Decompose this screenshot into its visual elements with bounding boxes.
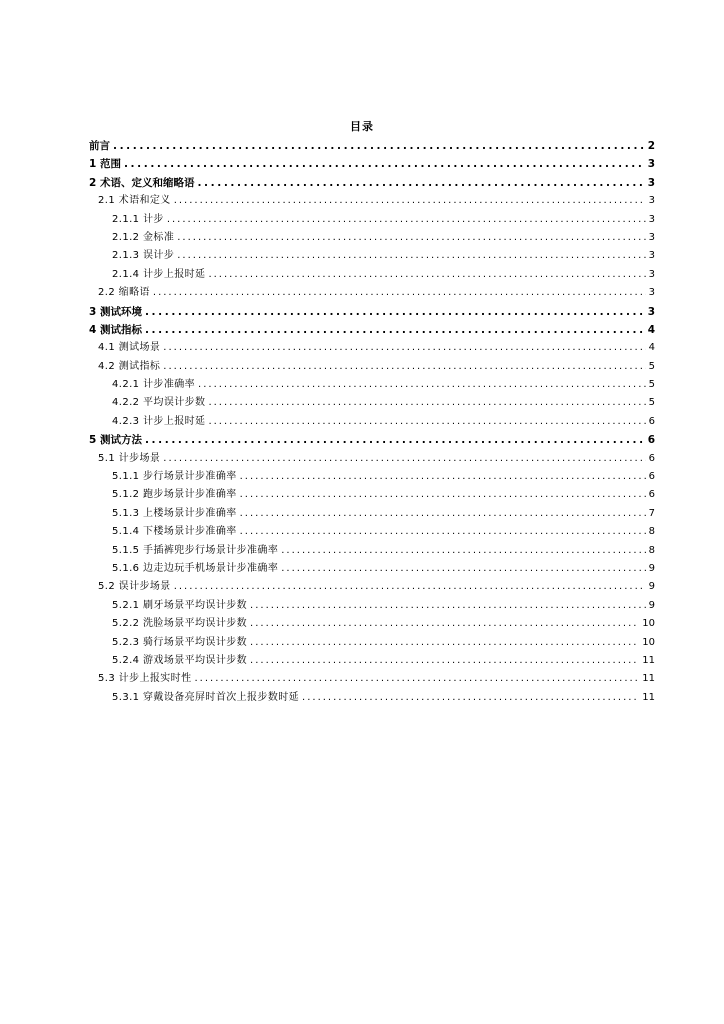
dot-leader [124, 155, 645, 173]
dot-leader [302, 689, 639, 707]
dot-leader [177, 229, 645, 247]
dot-leader [177, 247, 645, 265]
toc-entry-label: 4.2 测试指标 [98, 360, 161, 372]
toc-entry-label: 5 测试方法 [89, 434, 142, 447]
toc-entry[interactable] [89, 505, 655, 523]
toc-entry-page-number: 5 [648, 397, 655, 409]
dot-leader [163, 339, 645, 357]
toc-entry-label: 2 术语、定义和缩略语 [89, 176, 195, 189]
dot-leader [145, 303, 645, 321]
dot-leader [208, 413, 645, 431]
toc-entry-label: 5.3 计步上报实时性 [98, 673, 192, 685]
toc-entry[interactable] [89, 229, 655, 247]
toc-entry-label: 4.2.2 平均误计步数 [112, 397, 206, 409]
toc-entry[interactable] [89, 486, 655, 504]
toc-entry-label: 4.2.1 计步准确率 [112, 379, 196, 391]
toc-entry[interactable] [89, 597, 655, 615]
toc-entry-page-number: 10 [642, 618, 655, 630]
dot-leader [163, 358, 645, 376]
toc-entry-label: 5.2.2 洗脸场景平均误计步数 [112, 618, 248, 630]
dot-leader [145, 321, 645, 339]
toc-entry-page-number: 8 [648, 544, 655, 556]
toc-entry-page-number: 9 [648, 581, 655, 593]
toc-entry-label: 5.1.2 跑步场景计步准确率 [112, 489, 237, 501]
toc-entry[interactable] [89, 560, 655, 578]
toc-entry[interactable] [89, 578, 655, 596]
toc-entry-page-number: 5 [648, 360, 655, 372]
dot-leader [250, 652, 639, 670]
toc-entry[interactable] [89, 137, 655, 155]
toc-entry-page-number: 11 [642, 691, 655, 703]
toc-entry-label: 1 范围 [89, 158, 121, 171]
toc-entry-label: 2.1.4 计步上报时延 [112, 268, 206, 280]
toc-entry-page-number: 6 [648, 471, 655, 483]
toc-entry-label: 5.1 计步场景 [98, 452, 161, 464]
dot-leader [163, 450, 645, 468]
toc-entry-page-number: 10 [642, 636, 655, 648]
toc-entry[interactable] [89, 174, 655, 192]
toc-entry-label: 2.1.1 计步 [112, 213, 164, 225]
table-of-contents [89, 137, 655, 707]
toc-entry-label: 5.2 误计步场景 [98, 581, 171, 593]
toc-entry-page-number: 4 [647, 323, 655, 336]
toc-entry-page-number: 9 [648, 599, 655, 611]
toc-entry-label: 5.2.1 刷牙场景平均误计步数 [112, 599, 248, 611]
toc-entry-label: 5.1.3 上楼场景计步准确率 [112, 507, 237, 519]
dot-leader [174, 578, 646, 596]
toc-entry-page-number: 3 [647, 158, 655, 171]
toc-entry-page-number: 8 [648, 526, 655, 538]
dot-leader [240, 486, 646, 504]
toc-entry-label: 4.2.3 计步上报时延 [112, 415, 206, 427]
toc-entry-page-number: 3 [648, 250, 655, 262]
toc-entry[interactable] [89, 155, 655, 173]
toc-entry[interactable] [89, 394, 655, 412]
dot-leader [281, 560, 645, 578]
toc-entry-page-number: 3 [647, 176, 655, 189]
toc-entry-page-number: 3 [648, 231, 655, 243]
toc-entry-page-number: 3 [648, 268, 655, 280]
toc-entry-page-number: 3 [648, 195, 655, 207]
toc-entry[interactable] [89, 615, 655, 633]
toc-entry-page-number: 2 [647, 140, 655, 152]
dot-leader [145, 431, 645, 449]
dot-leader [240, 523, 646, 541]
toc-entry-label: 5.3.1 穿戴设备亮屏时首次上报步数时延 [112, 691, 300, 703]
toc-entry-label: 5.1.4 下楼场景计步准确率 [112, 526, 237, 538]
dot-leader [240, 505, 646, 523]
toc-title: 目录 [350, 120, 374, 133]
toc-entry-page-number: 3 [647, 305, 655, 318]
toc-entry-label: 2.1.2 金标准 [112, 231, 175, 243]
toc-entry-label: 2.1.3 误计步 [112, 250, 175, 262]
toc-entry-label: 5.2.4 游戏场景平均误计步数 [112, 654, 248, 666]
toc-entry[interactable] [89, 303, 655, 321]
dot-leader [250, 615, 639, 633]
toc-entry-label: 5.2.3 骑行场景平均误计步数 [112, 636, 248, 648]
toc-entry[interactable] [89, 652, 655, 670]
toc-entry[interactable] [89, 634, 655, 652]
toc-entry-page-number: 11 [642, 654, 655, 666]
toc-entry-page-number: 11 [642, 673, 655, 685]
toc-entry[interactable] [89, 413, 655, 431]
toc-entry[interactable] [89, 450, 655, 468]
toc-entry[interactable] [89, 431, 655, 449]
dot-leader [194, 670, 639, 688]
toc-entry-page-number: 6 [648, 489, 655, 501]
toc-entry-page-number: 7 [648, 507, 655, 519]
toc-entry-page-number: 6 [648, 415, 655, 427]
dot-leader [197, 174, 644, 192]
dot-leader [167, 211, 646, 229]
toc-entry[interactable] [89, 468, 655, 486]
toc-entry[interactable] [89, 321, 655, 339]
toc-entry-label: 4.1 测试场景 [98, 342, 161, 354]
toc-entry-label: 2.2 缩略语 [98, 287, 150, 299]
toc-entry[interactable] [89, 376, 655, 394]
toc-entry-page-number: 5 [648, 379, 655, 391]
toc-entry[interactable] [89, 358, 655, 376]
toc-entry-label: 5.1.1 步行场景计步准确率 [112, 471, 237, 483]
dot-leader [281, 542, 645, 560]
dot-leader [153, 284, 646, 302]
toc-entry-label: 4 测试指标 [89, 323, 142, 336]
dot-leader [250, 597, 646, 615]
toc-entry[interactable] [89, 284, 655, 302]
toc-entry-label: 5.1.5 手插裤兜步行场景计步准确率 [112, 544, 279, 556]
toc-entry-label: 2.1 术语和定义 [98, 195, 171, 207]
toc-entry-label: 5.1.6 边走边玩手机场景计步准确率 [112, 562, 279, 574]
toc-entry-page-number: 3 [648, 213, 655, 225]
dot-leader [198, 376, 646, 394]
toc-entry-page-number: 6 [648, 452, 655, 464]
toc-entry[interactable] [89, 339, 655, 357]
dot-leader [250, 634, 639, 652]
dot-leader [208, 266, 645, 284]
toc-entry[interactable] [89, 670, 655, 688]
toc-entry[interactable] [89, 542, 655, 560]
toc-entry[interactable] [89, 266, 655, 284]
toc-entry-label: 前言 [89, 140, 110, 152]
toc-entry[interactable] [89, 689, 655, 707]
toc-entry[interactable] [89, 211, 655, 229]
toc-entry[interactable] [89, 523, 655, 541]
toc-entry[interactable] [89, 247, 655, 265]
toc-entry-page-number: 9 [648, 562, 655, 574]
toc-entry-page-number: 4 [648, 342, 655, 354]
dot-leader [240, 468, 646, 486]
toc-entry-page-number: 3 [648, 287, 655, 299]
toc-entry[interactable] [89, 192, 655, 210]
dot-leader [113, 137, 645, 155]
dot-leader [208, 394, 645, 412]
toc-entry-label: 3 测试环境 [89, 305, 142, 318]
dot-leader [174, 192, 646, 210]
toc-entry-page-number: 6 [647, 434, 655, 447]
